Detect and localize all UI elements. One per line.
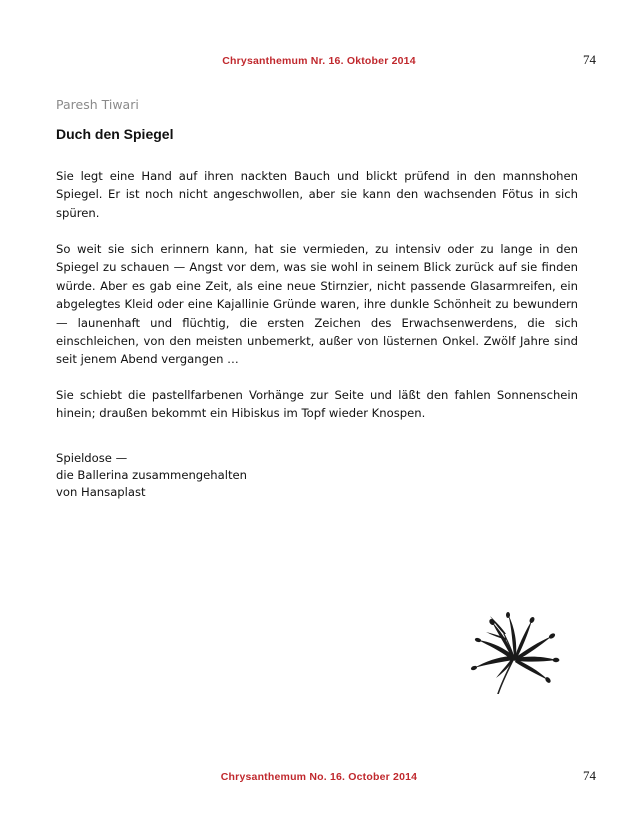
haiku-line-2: die Ballerina zusammengehalten <box>56 468 247 482</box>
footer-page-number: 74 <box>583 768 596 783</box>
haiku-line-3: von Hansaplast <box>56 485 146 499</box>
journal-header-title: Chrysanthemum Nr. 16. Oktober 2014 <box>222 55 416 67</box>
journal-footer-title: Chrysanthemum No. 16. October 2014 <box>220 771 418 783</box>
page-header <box>0 52 638 72</box>
haiku <box>56 450 247 501</box>
author-name: Paresh Tiwari <box>56 97 139 112</box>
article-title: Duch den Spiegel <box>56 126 174 142</box>
haiku-line-1: Spieldose — <box>56 451 128 465</box>
paragraph-1: Sie legt eine Hand auf ihren nackten Bauch und blickt prüfend in den mannshohen Spiegel. Er ist noch nicht angeschwollen, aber sie kann den wachsenden Fötus in sich spüren. <box>56 169 578 220</box>
paragraph-3: Sie schiebt die pastellfarbenen Vorhänge zur Seite und läßt den fahlen Sonnenschein hinein; draußen bekommt ein Hibiskus im Topf wieder Knospen. <box>56 388 578 421</box>
header-page-number: 74 <box>583 52 596 67</box>
chrysanthemum-flower-icon <box>468 612 568 694</box>
page-footer <box>0 768 638 788</box>
paragraph-2: So weit sie sich erinnern kann, hat sie vermieden, zu intensiv oder zu lange in den Spiegel zu schauen — Angst vor dem, was sie wohl in seinem Blick zurück auf sie finden würde. Aber es gab eine Zeit, als eine neue Stirnzier, nicht passende Glasarmreifen, ein abgelegtes Kleid oder eine Kajallinie Gründe waren, ihre dunkle Schönheit zu bewundern — launenhaft und flüchtig, die ersten Zeichen des Erwachsenwerdens, die sich einschleichen, von den meisten unbemerkt, außer von lüsternen Onkel. Zwölf Jahre sind seit jenem Abend vergangen … <box>56 242 578 367</box>
